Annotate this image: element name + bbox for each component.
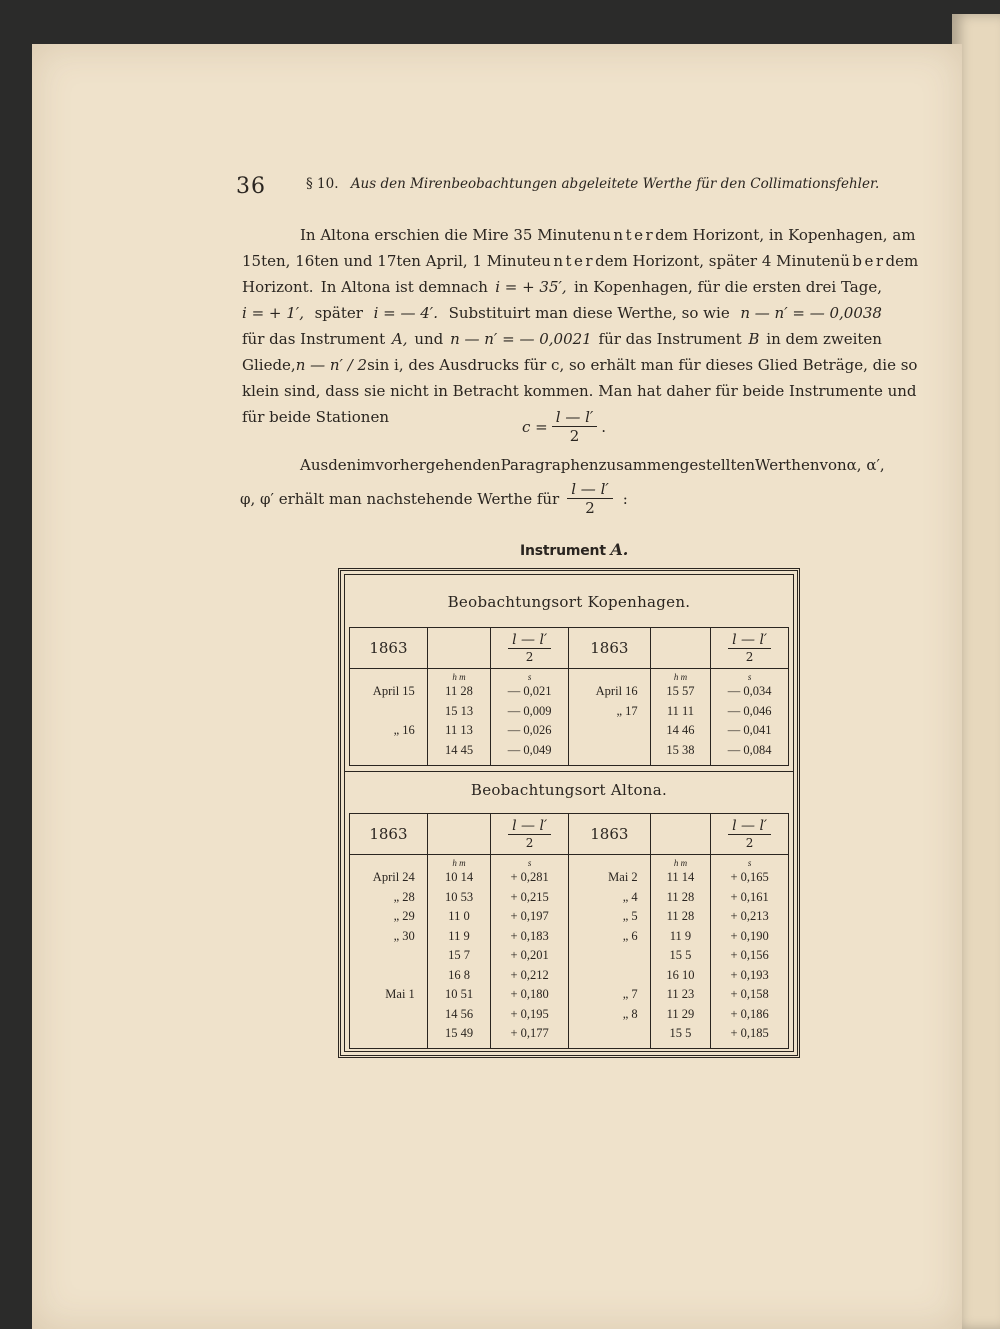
altona-header-cell: 1863 xyxy=(350,814,428,854)
header-fraction-numerator: l — l′ xyxy=(508,632,551,649)
unit-label xyxy=(569,672,650,682)
altona-header-cell xyxy=(428,814,491,854)
table-cell: + 0,158 xyxy=(730,987,769,1001)
text-segment: A, xyxy=(391,330,408,348)
unit-label: s xyxy=(747,858,752,868)
table-cell xyxy=(569,721,650,741)
formula-denominator: 2 xyxy=(569,427,580,445)
header-fraction-denominator: 2 xyxy=(525,649,534,664)
text-segment: für beide Stationen xyxy=(242,408,389,426)
kopenhagen-header-cell xyxy=(711,628,788,668)
table-cell: „ 6 xyxy=(622,928,638,943)
kopenhagen-column xyxy=(569,668,651,765)
text-segment: sin i, des Ausdrucks für c, so erhält man für dieses Glied Beträge, die so xyxy=(367,356,918,374)
table-cell: + 0,193 xyxy=(730,967,769,982)
text-segment: n — n′ = — 0,0038 xyxy=(740,304,882,322)
altona-title: Beobachtungsort Altona. xyxy=(470,781,668,799)
unit-label: s xyxy=(527,858,532,868)
table-cell: + 0,180 xyxy=(510,987,549,1001)
table-cell xyxy=(350,946,427,966)
text-segment: in Kopenhagen, für die ersten drei Tage, xyxy=(574,278,882,296)
kopenhagen-column xyxy=(491,668,569,765)
altona-column xyxy=(651,854,712,1048)
table-cell: 14 46 xyxy=(666,723,695,737)
table-cell: „ 30 xyxy=(393,928,415,943)
text-segment: i = + 1′, xyxy=(242,304,304,322)
table-cell: — 0,021 xyxy=(507,684,552,698)
table-cell: Mai 1 xyxy=(385,987,415,1001)
altona-column xyxy=(350,854,428,1048)
text-segment: Substituirt man diese Werthe, so wie xyxy=(448,304,730,322)
table-cell: + 0,213 xyxy=(730,909,769,923)
table-cell: + 0,215 xyxy=(510,889,549,904)
table-cell: + 0,161 xyxy=(730,889,769,904)
paragraph-2-colon: : xyxy=(622,489,628,508)
header-fraction-numerator: l — l′ xyxy=(728,818,771,835)
table-cell: — 0,084 xyxy=(727,742,772,757)
table-cell xyxy=(569,946,650,966)
kopenhagen-title: Beobachtungsort Kopenhagen. xyxy=(447,593,691,611)
paragraph-2-denominator: 2 xyxy=(585,499,595,517)
kopenhagen-header-cell: 1863 xyxy=(350,628,428,668)
table-cell: 16 10 xyxy=(666,967,695,982)
kopenhagen-column xyxy=(651,668,712,765)
formula-fraction xyxy=(552,408,598,445)
text-segment: B xyxy=(748,330,760,348)
kopenhagen-column xyxy=(428,668,491,765)
formula-lhs: c = xyxy=(522,417,548,436)
text-segment: Gliede, xyxy=(242,356,296,374)
table-cell: 11 13 xyxy=(445,723,473,737)
altona-header-cell xyxy=(711,814,788,854)
text-segment: 15ten, 16ten und 17ten April, 1 Minute xyxy=(242,252,542,270)
kopenhagen-header-cell xyxy=(651,628,712,668)
table-cell: 11 9 xyxy=(669,928,692,943)
header-fraction-numerator: l — l′ xyxy=(508,818,551,835)
table-cell: 16 8 xyxy=(448,967,470,982)
text-segment: Werthen xyxy=(755,456,820,474)
table-cell: — 0,049 xyxy=(507,742,552,757)
text-segment: klein sind, dass sie nicht in Betracht kommen. Man hat daher für beide Instrumente und xyxy=(242,382,917,400)
table-cell: + 0,195 xyxy=(510,1006,549,1021)
unit-label: h m xyxy=(452,858,466,868)
table-frame xyxy=(344,574,794,1052)
text-segment: unter xyxy=(541,252,596,270)
caption-label: Instrument xyxy=(520,543,606,559)
running-header xyxy=(236,174,880,202)
table-cell: 11 23 xyxy=(666,987,695,1001)
section-title: Aus den Mirenbeobachtungen abgeleitete Werthe für den Collimationsfehler. xyxy=(350,176,880,192)
table-cell: + 0,190 xyxy=(730,928,769,943)
table-cell: 10 53 xyxy=(444,889,474,904)
text-segment: und xyxy=(414,330,444,348)
text-segment: vorhergehenden xyxy=(375,456,501,474)
altona-header-cell xyxy=(491,814,569,854)
table-cell: 15 7 xyxy=(448,948,470,962)
table-cell: 11 11 xyxy=(666,703,695,718)
table-cell: „ 5 xyxy=(622,909,638,923)
altona-body xyxy=(349,854,789,1049)
paragraph-1 xyxy=(242,222,919,430)
table-cell: — 0,034 xyxy=(727,684,772,698)
table-cell: + 0,165 xyxy=(730,870,769,884)
altona-header-row xyxy=(349,813,789,855)
table-cell: „ 16 xyxy=(393,723,415,737)
table-cell: April 24 xyxy=(372,870,415,884)
paragraph-2-line-2 xyxy=(242,480,882,517)
table-cell xyxy=(350,1005,427,1025)
table-cell: „ 29 xyxy=(393,909,415,923)
page-number: 36 xyxy=(236,174,266,199)
text-segment: In Altona ist demnach xyxy=(320,278,488,296)
text-segment: n — n′ / 2 xyxy=(295,356,368,374)
table-cell: — 0,009 xyxy=(507,703,552,718)
unit-label xyxy=(350,672,427,682)
table-cell: 11 29 xyxy=(666,1006,695,1021)
table-cell: + 0,201 xyxy=(510,948,549,962)
table-cell xyxy=(350,1024,427,1044)
kopenhagen-column xyxy=(350,668,428,765)
unit-label: s xyxy=(747,672,752,682)
table-cell: 15 49 xyxy=(444,1026,474,1040)
table-cell: — 0,026 xyxy=(507,723,552,737)
table-cell: 11 28 xyxy=(666,909,695,923)
kopenhagen-header-cell xyxy=(428,628,491,668)
paragraph-1-line xyxy=(242,378,917,404)
table-cell: „ 7 xyxy=(622,987,638,1001)
table-cell: + 0,156 xyxy=(730,948,769,962)
table-caption xyxy=(520,540,628,559)
table-cell: + 0,186 xyxy=(730,1006,769,1021)
paragraph-1-line xyxy=(242,352,918,378)
table-cell xyxy=(569,966,650,986)
table-cell: „ 28 xyxy=(393,889,415,904)
formula-numerator: l — l′ xyxy=(552,408,598,427)
table-cell: 11 14 xyxy=(666,870,695,884)
table-cell: Mai 2 xyxy=(608,870,638,884)
paragraph-2 xyxy=(240,452,885,517)
table-cell xyxy=(569,1024,650,1044)
caption-letter: A. xyxy=(610,540,629,559)
text-segment: für das Instrument xyxy=(598,330,742,348)
table-cell: + 0,212 xyxy=(510,967,549,982)
text-segment: α, α′, xyxy=(846,456,885,474)
running-title xyxy=(306,176,879,192)
text-segment: zusammengestellten xyxy=(598,456,756,474)
paragraph-1-line xyxy=(242,326,882,352)
table-cell: + 0,281 xyxy=(510,870,549,884)
table-cell: 10 51 xyxy=(444,987,474,1001)
altona-column xyxy=(428,854,491,1048)
kopenhagen-body xyxy=(349,668,789,766)
table-cell: „ 4 xyxy=(622,889,638,904)
paragraph-1-line xyxy=(242,300,882,326)
text-segment: dem Horizont, später 4 Minuten xyxy=(595,252,841,270)
paragraph-2-line-1 xyxy=(242,452,885,478)
text-segment: Horizont. xyxy=(242,278,314,296)
kopenhagen-column xyxy=(711,668,788,765)
table-cell: + 0,185 xyxy=(730,1026,769,1040)
table-cell xyxy=(350,741,427,761)
paragraph-2-fraction xyxy=(567,480,613,517)
table-separator xyxy=(345,771,793,772)
table-cell: 11 9 xyxy=(448,928,470,943)
table-cell: „ 8 xyxy=(622,1006,638,1021)
altona-column xyxy=(569,854,651,1048)
paragraph-2-prefix: φ, φ′ erhält man nachstehende Werthe für xyxy=(240,489,560,508)
table-cell: 10 14 xyxy=(444,870,474,884)
table-cell: 14 45 xyxy=(444,742,474,757)
text-segment: In Altona erschien die Mire 35 Minuten xyxy=(300,226,602,244)
header-fraction-numerator: l — l′ xyxy=(728,632,771,649)
table-cell: 11 0 xyxy=(448,909,470,923)
table-cell: — 0,041 xyxy=(727,723,772,737)
text-segment: dem xyxy=(885,252,919,270)
table-cell xyxy=(569,741,650,761)
text-segment: Aus xyxy=(300,456,329,474)
unit-label: h m xyxy=(673,672,688,682)
text-segment: für das Instrument xyxy=(242,330,386,348)
text-segment: im xyxy=(356,456,376,474)
text-segment: dem Horizont, in Kopenhagen, am xyxy=(655,226,916,244)
table-cell: „ 17 xyxy=(616,703,638,718)
table-cell: 14 56 xyxy=(444,1006,474,1021)
unit-label xyxy=(350,858,427,868)
kopenhagen-header-row xyxy=(349,627,789,669)
altona-column xyxy=(711,854,788,1048)
altona-column xyxy=(491,854,569,1048)
text-segment: später xyxy=(314,304,363,322)
text-segment: in dem zweiten xyxy=(766,330,882,348)
formula-period: . xyxy=(601,417,607,436)
unit-label: h m xyxy=(673,858,688,868)
kopenhagen-header-cell: 1863 xyxy=(569,628,651,668)
table-cell: April 15 xyxy=(372,684,415,698)
paragraph-2-numerator: l — l′ xyxy=(567,480,613,499)
table-cell xyxy=(350,966,427,986)
text-segment: über xyxy=(840,252,886,270)
unit-label: s xyxy=(527,672,532,682)
paragraph-1-line xyxy=(242,274,882,300)
table-cell: 11 28 xyxy=(666,889,695,904)
observation-table xyxy=(338,568,800,1058)
text-segment: Paragraphen xyxy=(500,456,599,474)
table-cell: — 0,046 xyxy=(727,703,772,718)
header-fraction-denominator: 2 xyxy=(745,649,754,664)
unit-label xyxy=(569,858,650,868)
table-cell: April 16 xyxy=(595,684,638,698)
text-segment: i = — 4′. xyxy=(373,304,438,322)
text-segment: den xyxy=(328,456,357,474)
header-fraction-denominator: 2 xyxy=(525,835,534,850)
kopenhagen-header-cell xyxy=(491,628,569,668)
section-number: § 10. xyxy=(306,176,339,192)
paragraph-1-line xyxy=(242,248,919,274)
text-segment: von xyxy=(819,456,847,474)
paragraph-1-line xyxy=(242,222,916,248)
table-cell: 15 38 xyxy=(666,742,695,757)
table-cell: + 0,183 xyxy=(510,928,549,943)
table-cell: 15 5 xyxy=(669,948,692,962)
table-cell: 15 5 xyxy=(669,1026,692,1040)
text-segment: i = + 35′, xyxy=(495,278,567,296)
table-cell: + 0,177 xyxy=(510,1026,549,1040)
text-segment: n — n′ = — 0,0021 xyxy=(450,330,592,348)
header-fraction-denominator: 2 xyxy=(745,835,754,850)
table-cell xyxy=(350,702,427,722)
table-cell: 15 57 xyxy=(666,684,695,698)
table-cell: 15 13 xyxy=(444,703,474,718)
table-cell: + 0,197 xyxy=(510,909,549,923)
table-cell: 11 28 xyxy=(445,684,473,698)
text-segment: unter xyxy=(601,226,656,244)
altona-header-cell: 1863 xyxy=(569,814,651,854)
collimation-formula xyxy=(522,408,606,445)
altona-header-cell xyxy=(651,814,712,854)
unit-label: h m xyxy=(452,672,466,682)
